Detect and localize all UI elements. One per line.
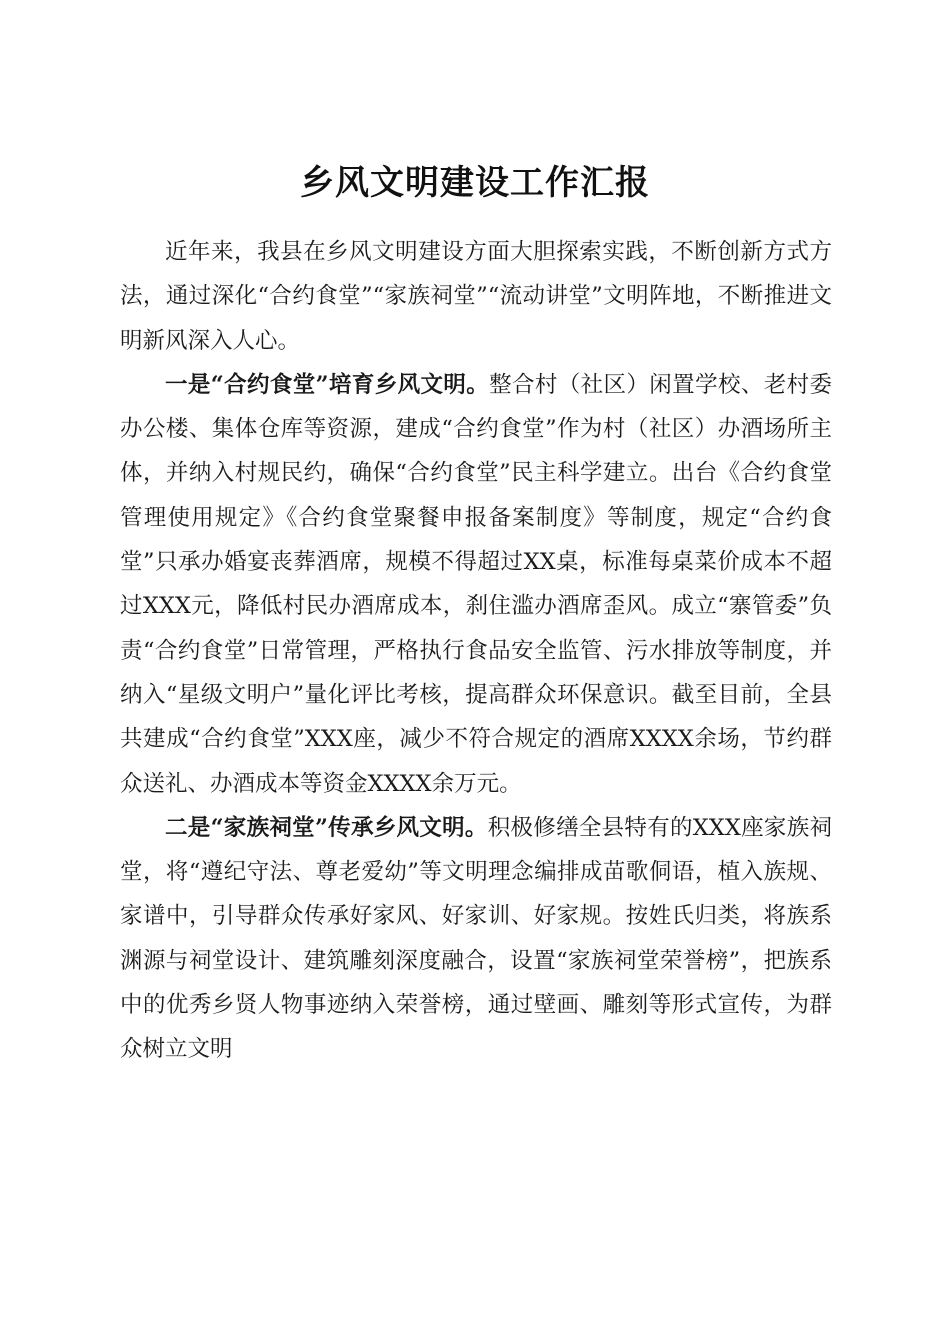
section-2-paragraph: [120, 806, 832, 1072]
section-2-body: 积极修缮全县特有的XXX座家族祠堂，将“遵纪守法、尊老爱幼”等文明理念编排成苗歌侗语，植入族规、家谱中，引导群众传承好家风、好家训、好家规。按姓氏归类，将族系渊源与祠堂设计、建筑雕刻深度融合，设置“家族祠堂荣誉榜”，把族系中的优秀乡贤人物事迹纳入荣誉榜，通过壁画、雕刻等形式宣传，为群众树立文明: [120, 814, 832, 1063]
document-title: 乡风文明建设工作汇报: [300, 162, 650, 203]
section-2-lead: 二是“家族祠堂”传承乡风文明。: [165, 814, 488, 841]
section-1-paragraph: [120, 363, 832, 806]
section-1-lead: 一是“合约食堂”培育乡风文明。: [165, 371, 490, 398]
document-body: [120, 230, 832, 1072]
section-1-body: 整合村（社区）闲置学校、老村委办公楼、集体仓库等资源，建成“合约食堂”作为村（社区）办酒场所主体，并纳入村规民约，确保“合约食堂”民主科学建立。出台《合约食堂管理使用规定》《合约食堂聚餐申报备案制度》等制度，规定“合约食堂”只承办婚宴丧葬酒席，规模不得超过XX桌，标准每桌菜价成本不超过XXX元，降低村民办酒席成本，刹住滥办酒席歪风。成立“寨管委”负责“合约食堂”日常管理，严格执行食品安全监管、污水排放等制度，并纳入“星级文明户”量化评比考核，提高群众环保意识。截至目前，全县共建成“合约食堂”XXX座，减少不符合规定的酒席XXXX余场，节约群众送礼、办酒成本等资金XXXX余万元。: [120, 371, 832, 797]
intro-paragraph: 近年来，我县在乡风文明建设方面大胆探索实践，不断创新方式方法，通过深化“合约食堂”“家族祠堂”“流动讲堂”文明阵地，不断推进文明新风深入人心。: [120, 239, 832, 354]
